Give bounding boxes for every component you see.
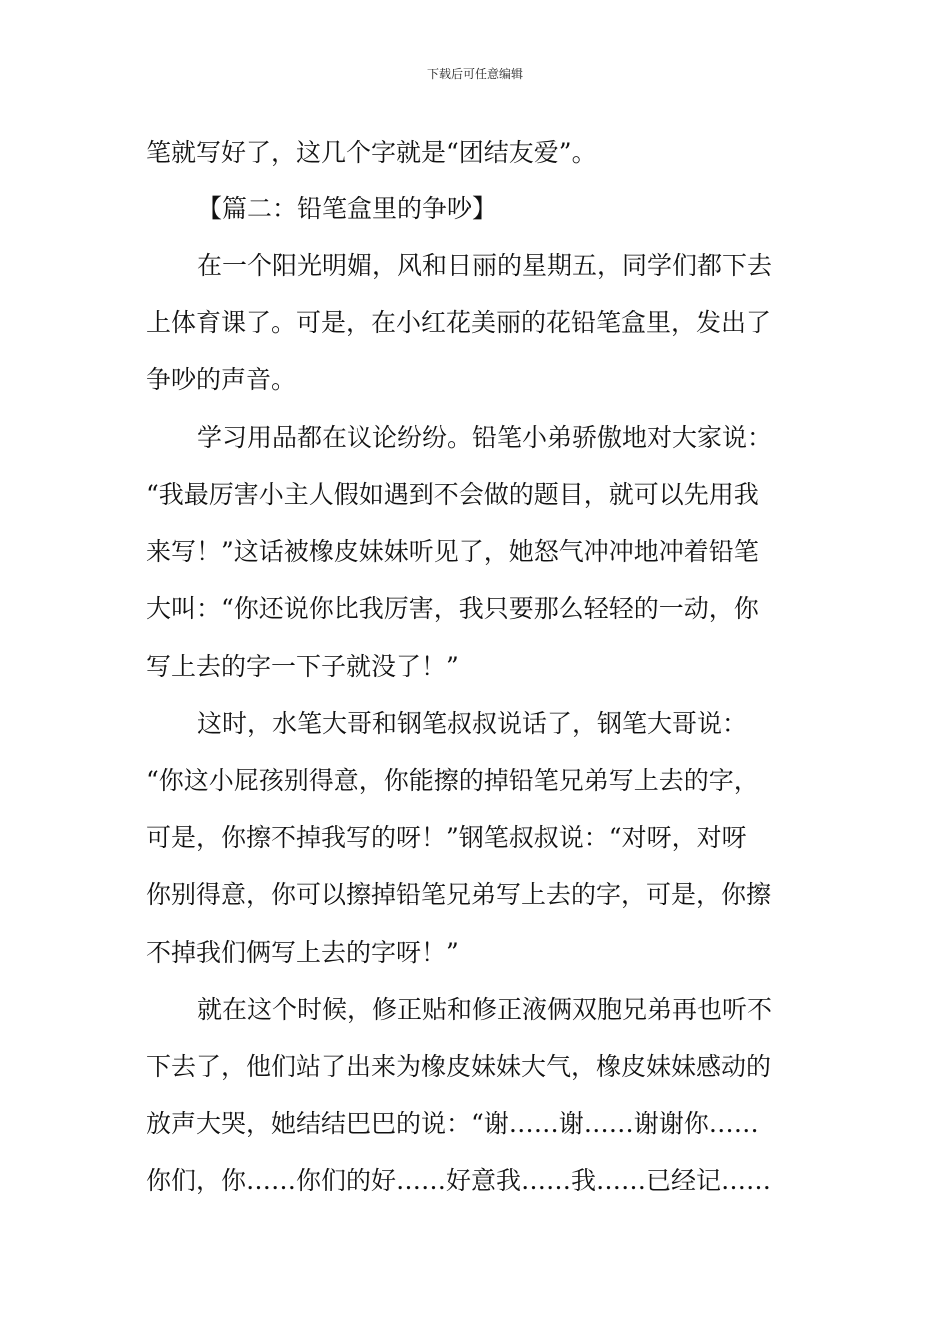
- text-line: 你别得意，你可以擦掉铅笔兄弟写上去的字，可是，你擦: [146, 880, 772, 909]
- text-line: 就在这个时候，修正贴和修正液俩双胞兄弟再也听不: [197, 995, 773, 1024]
- text-line: 可是，你擦不掉我写的呀！”钢笔叔叔说：“对呀，对呀: [146, 823, 747, 852]
- text-line: 大叫：“你还说你比我厉害，我只要那么轻轻的一动，你: [146, 594, 759, 623]
- text-line: 你们，你……你们的好……好意我……我……已经记……: [146, 1166, 772, 1195]
- text-line: 下去了，他们站了出来为橡皮妹妹大气，橡皮妹妹感动的: [146, 1052, 772, 1081]
- text-line: 放声大哭，她结结巴巴的说：“谢……谢……谢谢你……: [146, 1109, 759, 1138]
- text-line: 不掉我们俩写上去的字呀！”: [146, 938, 459, 967]
- text-line: 笔就写好了，这几个字就是“团结友爱”。: [146, 138, 597, 167]
- text-line: 这时，水笔大哥和钢笔叔叔说话了，钢笔大哥说：: [197, 709, 748, 738]
- text-line: 来写！”这话被橡皮妹妹听见了，她怒气冲冲地冲着铅笔: [146, 537, 759, 566]
- text-line: 在一个阳光明媚，风和日丽的星期五，同学们都下去: [197, 251, 773, 280]
- text-line: 写上去的字一下子就没了！”: [146, 652, 459, 681]
- text-line: “我最厉害小主人假如遇到不会做的题目，就可以先用我: [146, 480, 759, 509]
- page-header: 下载后可任意编辑: [426, 67, 523, 81]
- text-line: “你这小屁孩别得意，你能擦的掉铅笔兄弟写上去的字，: [146, 766, 759, 795]
- section-title: 【篇二：铅笔盒里的争吵】: [197, 194, 498, 223]
- text-line: 学习用品都在议论纷纷。铅笔小弟骄傲地对大家说：: [197, 423, 773, 452]
- text-line: 争吵的声音。: [146, 365, 297, 394]
- text-line: 上体育课了。可是，在小红花美丽的花铅笔盒里，发出了: [146, 308, 772, 337]
